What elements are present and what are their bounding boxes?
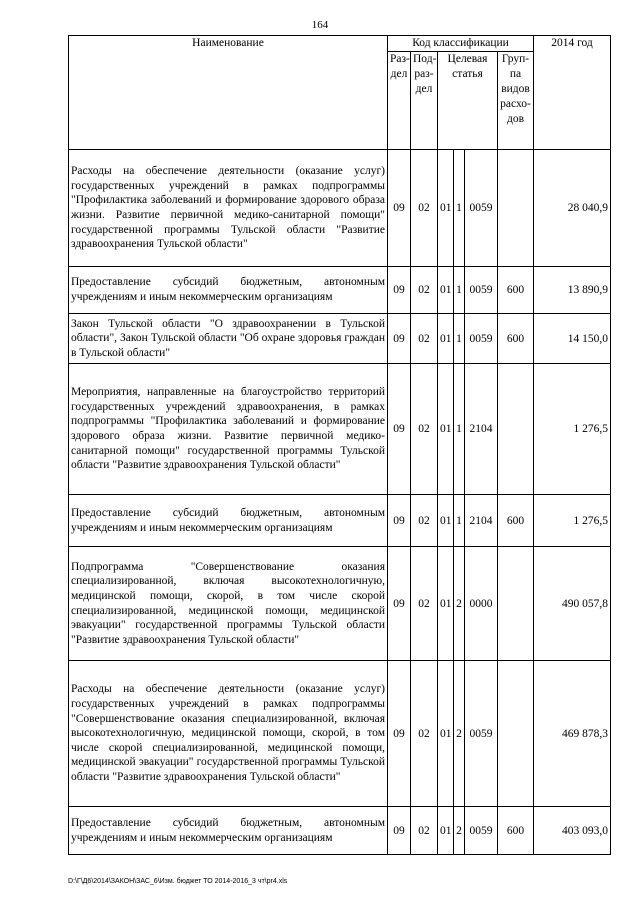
row-target-3: 0059 — [465, 150, 498, 267]
file-path-footer: D:\Г\Д6\2014\ЗАКОН\ЗАС_6\Изм. бюджет ТО 2014-2016_3 чт\pr4.xls — [68, 878, 288, 885]
row-target-2: 1 — [454, 267, 465, 314]
row-razdel: 09 — [388, 807, 411, 855]
budget-table — [68, 35, 611, 855]
header-razdel: Раз-дел — [388, 52, 411, 150]
row-name: Расходы на обеспечение деятельности (оказание услуг) государственных учреждений в рамках подпрограммы "Профилактика заболеваний и формирование здорового образа жизни. Развитие первичной медико-санитарной помощи" государственной программы Тульской области "Развитие здравоохранения Тульской области" — [69, 150, 388, 267]
row-razdel: 09 — [388, 267, 411, 314]
row-amount: 14 150,0 — [534, 314, 611, 364]
header-group-line: дов — [506, 113, 525, 125]
row-group: 600 — [498, 267, 534, 314]
row-group — [498, 547, 534, 661]
row-razdel: 09 — [388, 150, 411, 267]
row-target-3: 2104 — [465, 364, 498, 495]
row-name: Подпрограмма "Совершенствование оказания специализированной, включая высокотехнологичную, медицинской помощи, скорой, в том числе скорой специализированной, медицинской помощи, медицинской эвакуации" государственной программы Тульской области "Развитие здравоохранения Тульской области" — [69, 547, 388, 661]
row-target-3: 0059 — [465, 267, 498, 314]
row-amount: 13 890,9 — [534, 267, 611, 314]
row-podrazdel: 02 — [411, 150, 438, 267]
row-target-3: 0059 — [465, 807, 498, 855]
table-row — [69, 661, 611, 807]
row-group: 600 — [498, 495, 534, 547]
row-target-2: 2 — [454, 807, 465, 855]
row-razdel: 09 — [388, 661, 411, 807]
row-target-3: 0059 — [465, 661, 498, 807]
row-amount: 490 057,8 — [534, 547, 611, 661]
row-target-2: 2 — [454, 661, 465, 807]
row-group — [498, 661, 534, 807]
row-target-2: 1 — [454, 314, 465, 364]
row-podrazdel: 02 — [411, 364, 438, 495]
row-target-1: 01 — [438, 547, 454, 661]
header-group — [498, 52, 534, 150]
row-target-1: 01 — [438, 807, 454, 855]
row-podrazdel: 02 — [411, 547, 438, 661]
table-row — [69, 314, 611, 364]
row-amount: 28 040,9 — [534, 150, 611, 267]
row-name: Мероприятия, направленные на благоустройство территорий государственных учреждений здравоохранения, в рамках подпрограммы "Профилактика заболеваний и формирование здорового образа жизни. Развитие первичной медико-санитарной помощи" государственной программы Тульской области "Развитие здравоохранения Тульской области" — [69, 364, 388, 495]
row-amount: 403 093,0 — [534, 807, 611, 855]
row-target-1: 01 — [438, 364, 454, 495]
row-target-3: 0059 — [465, 314, 498, 364]
row-name: Предоставление субсидий бюджетным, автономным учреждениям и иным некоммерческим организациям — [69, 495, 388, 547]
row-amount: 1 276,5 — [534, 364, 611, 495]
header-podrazdel: Под-раз-дел — [411, 52, 438, 150]
page-number: 164 — [311, 19, 329, 31]
row-podrazdel: 02 — [411, 314, 438, 364]
row-name: Предоставление субсидий бюджетным, автономным учреждениям и иным некоммерческим организациям — [69, 267, 388, 314]
row-target-3: 2104 — [465, 495, 498, 547]
header-year: 2014 год — [534, 36, 611, 150]
table-row — [69, 267, 611, 314]
table-row — [69, 547, 611, 661]
table-row — [69, 807, 611, 855]
header-target: Целевая статья — [438, 52, 498, 150]
row-target-1: 01 — [438, 661, 454, 807]
row-razdel: 09 — [388, 495, 411, 547]
row-razdel: 09 — [388, 547, 411, 661]
row-podrazdel: 02 — [411, 807, 438, 855]
header-code-group: Код классификации — [388, 36, 534, 52]
row-target-3: 0000 — [465, 547, 498, 661]
row-target-2: 1 — [454, 495, 465, 547]
header-group-line: видов — [501, 83, 530, 95]
row-target-2: 1 — [454, 150, 465, 267]
row-razdel: 09 — [388, 314, 411, 364]
row-name: Расходы на обеспечение деятельности (оказание услуг) государственных учреждений в рамках подпрограммы "Совершенствование оказания специализированной, включая высокотехнологичную, медицинской помощи, скорой, в том числе скорой специализированной, медицинской помощи, медицинской эвакуации" государственной программы Тульской области "Развитие здравоохранения Тульской области" — [69, 661, 388, 807]
row-name: Предоставление субсидий бюджетным, автономным учреждениям и иным некоммерческим организациям — [69, 807, 388, 855]
row-podrazdel: 02 — [411, 495, 438, 547]
table-row — [69, 495, 611, 547]
header-group-line: па — [509, 68, 522, 80]
row-target-2: 1 — [454, 364, 465, 495]
table-row — [69, 364, 611, 495]
row-podrazdel: 02 — [411, 661, 438, 807]
row-target-1: 01 — [438, 267, 454, 314]
row-target-2: 2 — [454, 547, 465, 661]
row-target-1: 01 — [438, 314, 454, 364]
row-amount: 469 878,3 — [534, 661, 611, 807]
table-row — [69, 150, 611, 267]
header-name: Наименование — [69, 36, 388, 150]
row-amount: 1 276,5 — [534, 495, 611, 547]
row-group: 600 — [498, 314, 534, 364]
header-group-line: расхо- — [500, 98, 531, 110]
row-name: Закон Тульской области "О здравоохранении в Тульской области", Закон Тульской области "Об охране здоровья граждан в Тульской области" — [69, 314, 388, 364]
row-group — [498, 150, 534, 267]
row-podrazdel: 02 — [411, 267, 438, 314]
row-group: 600 — [498, 807, 534, 855]
row-target-1: 01 — [438, 150, 454, 267]
row-target-1: 01 — [438, 495, 454, 547]
row-razdel: 09 — [388, 364, 411, 495]
header-group-line: Груп- — [501, 53, 530, 65]
row-group — [498, 364, 534, 495]
